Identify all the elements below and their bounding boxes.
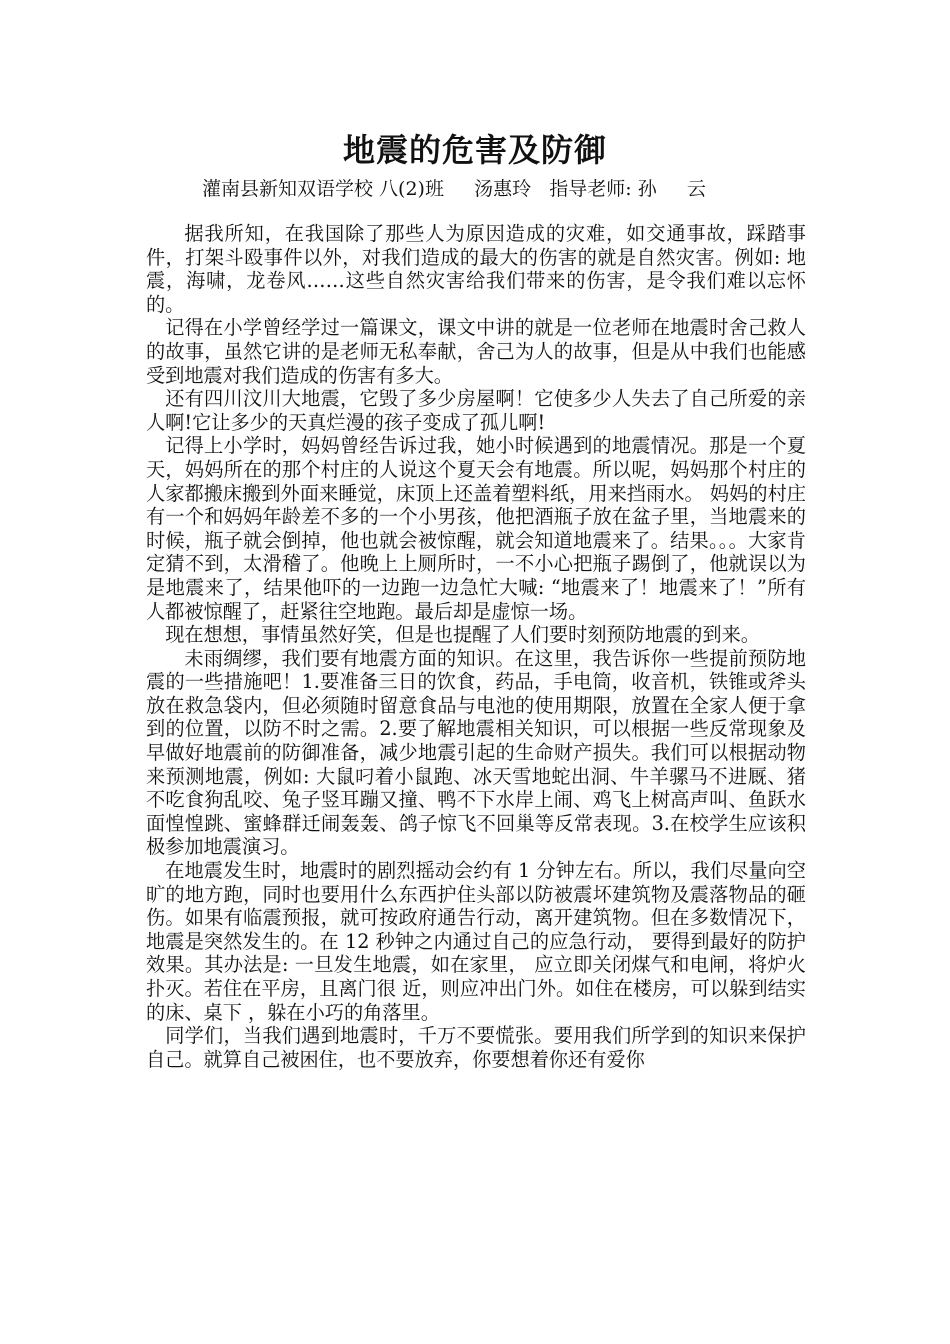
paragraph: 记得在小学曾经学过一篇课文，课文中讲的就是一位老师在地震时舍己救人的故事，虽然它讲的是老师无私奉献，舍己为人的故事，但是从中我们也能感受到地震对我们造成的伤害有多大。 — [146, 316, 806, 387]
paragraph: 据我所知，在我国除了那些人为原因造成的灾难，如交通事故，踩踏事件，打架斗殴事件以外，对我们造成的最大的伤害的就是自然灾害。例如: 地震，海啸，龙卷风……这些自然灾害给我们带来的伤害，是令我们难以忘怀的。 — [146, 222, 806, 316]
paragraph: 记得上小学时，妈妈曾经告诉过我，她小时候遇到的地震情况。那是一个夏天，妈妈所在的那个村庄的人说这个夏天会有地震。所以呢，妈妈那个村庄的人家都搬床搬到外面来睡觉，床顶上还盖着塑料纸，用来挡雨水。 妈妈的村庄有一个和妈妈年龄差不多的一个小男孩，他把酒瓶子放在盆子里，当地震来的时候，瓶子就会倒掉，他也就会被惊醒，就会知道地震来了。结果。。。大家肯定猜不到，太滑稽了。他晚上上厕所时，一不小心把瓶子踢倒了，他就误以为是地震来了，结果他吓的一边跑一边急忙大喊: “地震来了！地震来了！”所有人都被惊醒了，赶紧往空地跑。最后却是虚惊一场。 — [146, 434, 806, 623]
document-title: 地震的危害及防御 — [342, 131, 607, 169]
paragraph: 未雨绸缪，我们要有地震方面的知识。在这里，我告诉你一些提前预防地震的一些措施吧！1.要准备三日的饮食，药品，手电筒，收音机，铁锥或斧头放在救急袋内，但必须随时留意食品与电池的使用期限，放置在全家人便于拿到的位置，以防不时之需。2.要了解地震相关知识，可以根据一些反常现象及早做好地震前的防御准备，减少地震引起的生命财产损失。我们可以根据动物来预测地震，例如: 大鼠叼着小鼠跑、冰天雪地蛇出洞、牛羊骡马不进厩、猪不吃食狗乱咬、兔子竖耳蹦又撞、鸭不下水岸上闹、鸡飞上树高声叫、鱼跃水面惶惶跳、蜜蜂群迁闹轰轰、鸽子惊飞不回巢等反常表现。3.在校学生应该积极参加地震演习。 — [146, 646, 806, 859]
paragraph: 同学们，当我们遇到地震时，千万不要慌张。要用我们所学到的知识来保护自己。就算自己被困住，也不要放弃，你要想着你还有爱你 — [146, 1024, 806, 1071]
paragraph: 还有四川汶川大地震，它毁了多少房屋啊！它使多少人失去了自己所爱的亲人啊!它让多少的天真烂漫的孩子变成了孤儿啊! — [146, 387, 806, 434]
paragraph: 现在想想，事情虽然好笑，但是也提醒了人们要时刻预防地震的到来。 — [165, 623, 760, 647]
author-byline: 灌南县新知双语学校 八(2)班 汤惠玲 指导老师: 孙 云 — [202, 178, 706, 200]
paragraph: 在地震发生时，地震时的剧烈摇动会约有 1 分钟左右。所以，我们尽量向空旷的地方跑，同时也要用什么东西护住头部以防被震坏建筑物及震落物品的砸伤。如果有临震预报，就可按政府通告行动，离开建筑物。但在多数情况下，地震是突然发生的。在 12 秒钟之内通过自己的应急行动， 要得到最好的防护效果。其办法是: 一旦发生地震，如在家里， 应立即关闭煤气和电闸，将炉火扑灭。若住在平房，且离门很 近，则应冲出门外。如住在楼房，可以躲到结实的床、桌下 ，躲在小巧的角落里。 — [146, 859, 806, 1024]
document-body — [146, 222, 806, 1071]
